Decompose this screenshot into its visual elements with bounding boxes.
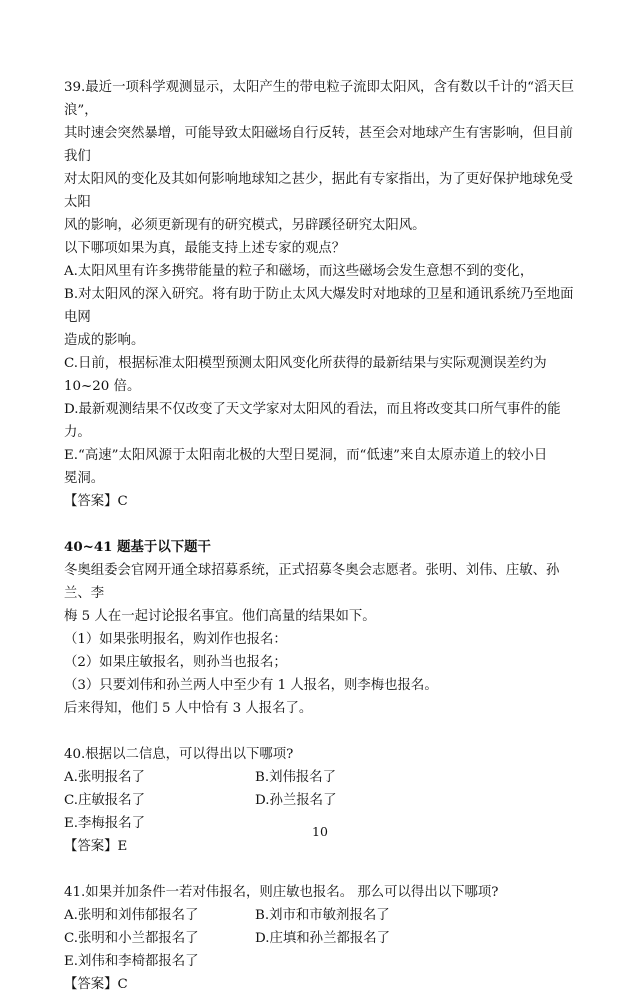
page-number: 10	[312, 824, 328, 839]
question-41	[64, 881, 582, 996]
q40-option-c: C.庄敏报名了	[64, 793, 145, 808]
q39-question: 以下哪项如果为真，最能支持上述专家的观点？	[64, 241, 346, 256]
q39-option-b-continued: 造成的影响。	[64, 333, 145, 348]
shared-condition-1: （1）如果张明报名，购刘作也报名：	[64, 632, 287, 647]
q41-option-a: A.张明和刘伟郁报名了	[64, 908, 199, 923]
q40-answer: 【答案】E	[64, 839, 128, 854]
q40-stem: 40.根据以二信息，可以得出以下哪项?	[64, 747, 294, 762]
q40-option-a: A.张明报名了	[64, 770, 145, 785]
q40-option-row	[64, 789, 582, 812]
q39-stem-line: 其时速会突然暴增，可能导致太阳磁场自行反转，甚至会对地球产生有害影响，但目前我们	[64, 126, 573, 164]
q39-option-b: B.对太阳风的深入研究。将有助于防止太风大爆发时对地球的卫星和通讯系统乃至地面电网	[64, 287, 574, 325]
q39-stem-line: 风的影响，必须更新现有的研究模式，另辟蹊径研究太阳风。	[64, 218, 426, 233]
page-content	[64, 76, 582, 996]
q41-answer: 【答案】C	[64, 977, 128, 992]
q39-answer: 【答案】C	[64, 494, 128, 509]
q41-option-c: C.张明和小兰都报名了	[64, 931, 199, 946]
question-39	[64, 76, 582, 513]
q39-stem-line: 39.最近一项科学观测显示，太阳产生的带电粒子流即太阳风，含有数以千计的“滔天巨浪”，	[64, 80, 575, 118]
q41-option-d: D.庄填和孙兰都报名了	[255, 931, 391, 946]
q39-option-c: C.日前，根据标准太阳模型预测太阳风变化所获得的最新结果与实际观测误差约为	[64, 356, 547, 371]
shared-conclusion: 后来得知，他们 5 人中恰有 3 人报名了。	[64, 701, 313, 716]
spacer	[64, 513, 582, 536]
shared-condition-2: （2）如果庄敏报名，则孙当也报名；	[64, 655, 287, 670]
spacer	[64, 858, 582, 881]
q39-option-e: E.“高速”太阳风源于太阳南北极的大型日冕洞，而“低速”来自太原赤道上的较小日	[64, 448, 548, 463]
q39-option-c-continued: 10~20 倍。	[64, 379, 141, 394]
q39-option-d: D.最新观测结果不仅改变了天文学家对太阳风的看法，而且将改变其口所气事件的能力。	[64, 402, 561, 440]
shared-intro-line: 冬奥组委会官网开通全球招募系统，正式招募冬奥会志愿者。张明、刘伟、庄敏、孙兰、李	[64, 563, 560, 601]
q40-option-row	[64, 766, 582, 789]
shared-intro-line: 梅 5 人在一起讨论报名事宜。他们高量的结果如下。	[64, 609, 376, 624]
q40-option-d: D.孙兰报名了	[255, 793, 337, 808]
q39-option-e-continued: 冕洞。	[64, 471, 105, 486]
q39-option-a: A.太阳风里有许多携带能量的粒子和磁场，而这些磁场会发生意想不到的变化，	[64, 264, 534, 279]
shared-condition-3: （3）只要刘伟和孙兰两人中至少有 1 人报名，则李梅也报名。	[64, 678, 438, 693]
shared-stem-40-41	[64, 536, 582, 720]
q41-option-row	[64, 904, 582, 927]
shared-heading: 40~41 题基于以下题干	[64, 539, 211, 555]
q41-option-e: E.刘伟和李椅都报名了	[64, 954, 199, 969]
q39-stem-line: 对太阳风的变化及其如何影响地球知之甚少，据此有专家指出，为了更好保护地球免受太阳	[64, 172, 573, 210]
question-40	[64, 743, 582, 858]
q40-option-e: E.李梅报名了	[64, 816, 145, 831]
q41-stem: 41.如果并加条件一若对伟报名，则庄敏也报名。 那么可以得出以下哪项?	[64, 885, 499, 900]
q41-option-b: B.刘市和市敏剂报名了	[255, 908, 390, 923]
q41-option-row	[64, 927, 582, 950]
spacer	[64, 720, 582, 743]
q40-option-b: B.刘伟报名了	[255, 770, 337, 785]
